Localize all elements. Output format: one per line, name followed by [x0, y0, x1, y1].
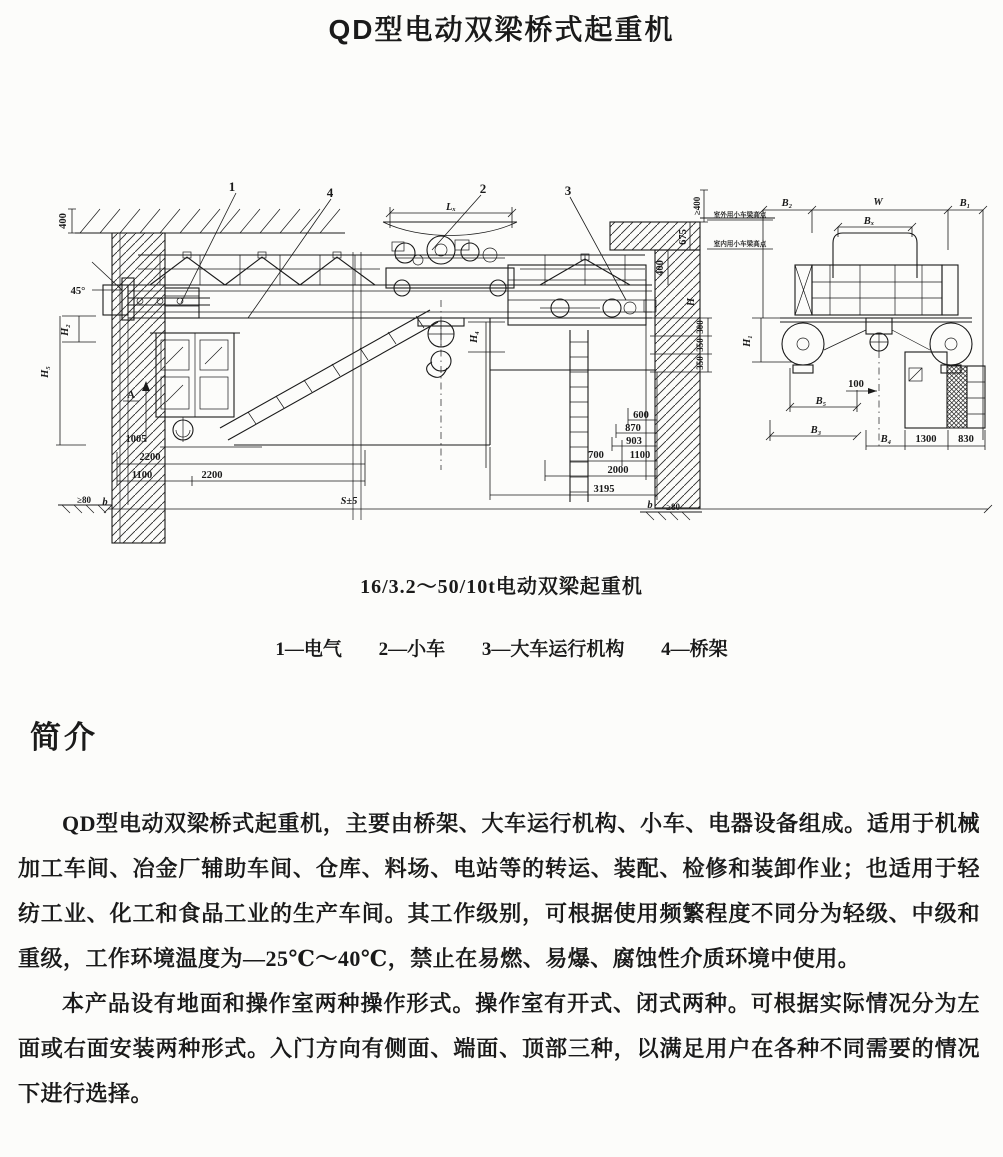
part-number-2: 2 [479, 181, 487, 196]
main-elevation-view [40, 179, 992, 543]
dim-ge400: ≥400 [692, 196, 702, 216]
dim-2000: 2000 [607, 465, 629, 476]
dim-ge80-right: ≥80 [666, 502, 680, 512]
dim-830: 830 [958, 434, 974, 445]
dim-w: W [873, 197, 883, 208]
dim-bx: Bₓ [863, 216, 875, 227]
dim-h1: H₁ [742, 335, 753, 347]
dim-1300: 1300 [915, 434, 937, 445]
dim-350a: 350 [695, 338, 705, 352]
dim-lx: Lₓ [446, 202, 456, 213]
intro-paragraph-1: QD型电动双梁桥式起重机，主要由桥架、大车运行机构、小车、电器设备组成。适用于机械加工车间、冶金厂辅助车间、仓库、料场、电站等的转运、装配、检修和装卸作业；也适用于轻纺工业、化工和食品工业的生产车间。其工作级别，可根据使用频繁程度不同分为轻级、中级和重级，工作环境温度为—25℃～40℃，禁止在易燃、易爆、腐蚀性介质环境中使用。 [18, 811, 980, 971]
side-section-view [742, 197, 987, 450]
dim-b4: B₄ [880, 434, 892, 445]
note-outdoor-beam: 室外用小车梁高点 [713, 212, 767, 219]
dim-2200b: 2200 [201, 470, 223, 481]
dim-870: 870 [625, 423, 641, 434]
dim-b1: B₁ [959, 198, 971, 209]
dim-1100a: 1100 [131, 470, 153, 481]
dim-h5: H₅ [40, 366, 51, 378]
dim-600: 600 [633, 410, 649, 421]
dim-ge80-left: ≥80 [77, 495, 91, 505]
dim-3195: 3195 [593, 484, 615, 495]
dim-400-right: 400 [655, 260, 666, 276]
dim-100: 100 [848, 379, 864, 390]
figure-caption: 16/3.2～50/10t电动双梁起重机 [360, 576, 643, 598]
dimension-labels-side [742, 197, 974, 445]
building-structure [58, 209, 775, 543]
part-number-1: 1 [228, 179, 236, 194]
crane-technical-drawing [0, 160, 1003, 555]
dim-675: 675 [678, 229, 689, 245]
dim-h-right: H [686, 297, 697, 307]
dim-45deg: 45° [70, 286, 86, 297]
note-indoor-beam: 室内用小车梁高点 [713, 241, 767, 248]
legend-item-travel-mechanism: 3—大车运行机构 [481, 639, 625, 660]
stairway [220, 310, 438, 440]
dim-300: 300 [695, 320, 705, 334]
dim-b5: B₅ [815, 396, 827, 407]
dim-h4: H₄ [469, 331, 480, 343]
part-number-4: 4 [326, 185, 334, 200]
part-number-3: 3 [564, 183, 572, 198]
ref-a: A [127, 390, 135, 401]
dim-b3: B₃ [810, 425, 822, 436]
dim-1005: 1005 [125, 434, 147, 445]
section-heading: 简介 [30, 720, 98, 755]
dim-1100b: 1100 [629, 450, 651, 461]
dim-h2: H₂ [60, 324, 71, 336]
legend-item-bridge-frame: 4—桥架 [661, 639, 728, 660]
dim-400-topleft: 400 [58, 213, 69, 229]
legend-item-trolley: 2—小车 [378, 639, 446, 660]
dim-903: 903 [626, 436, 642, 447]
dim-700: 700 [588, 450, 604, 461]
intro-paragraph-2: 本产品设有地面和操作室两种操作形式。操作室有开式、闭式两种。可根据实际情况分为左面或右面安装两种形式。入门方向有侧面、端面、顶部三种，以满足用户在各种不同需要的情况下进行选择。 [18, 991, 980, 1106]
page-title: QD型电动双梁桥式起重机 [328, 14, 675, 45]
dim-350b: 350 [695, 356, 705, 370]
legend-item-electric: 1—电气 [275, 639, 342, 660]
dim-2200a: 2200 [139, 452, 161, 463]
end-carriage [508, 265, 656, 502]
dimension-lines-main [56, 190, 992, 513]
side-structure [780, 233, 985, 448]
figure-legend [0, 634, 1003, 661]
dim-b-left: b [102, 497, 108, 508]
introduction-text [18, 801, 980, 1116]
dim-b-right: b [647, 500, 653, 511]
dim-span: S±5 [340, 496, 358, 507]
dim-b2: B₂ [781, 198, 793, 209]
